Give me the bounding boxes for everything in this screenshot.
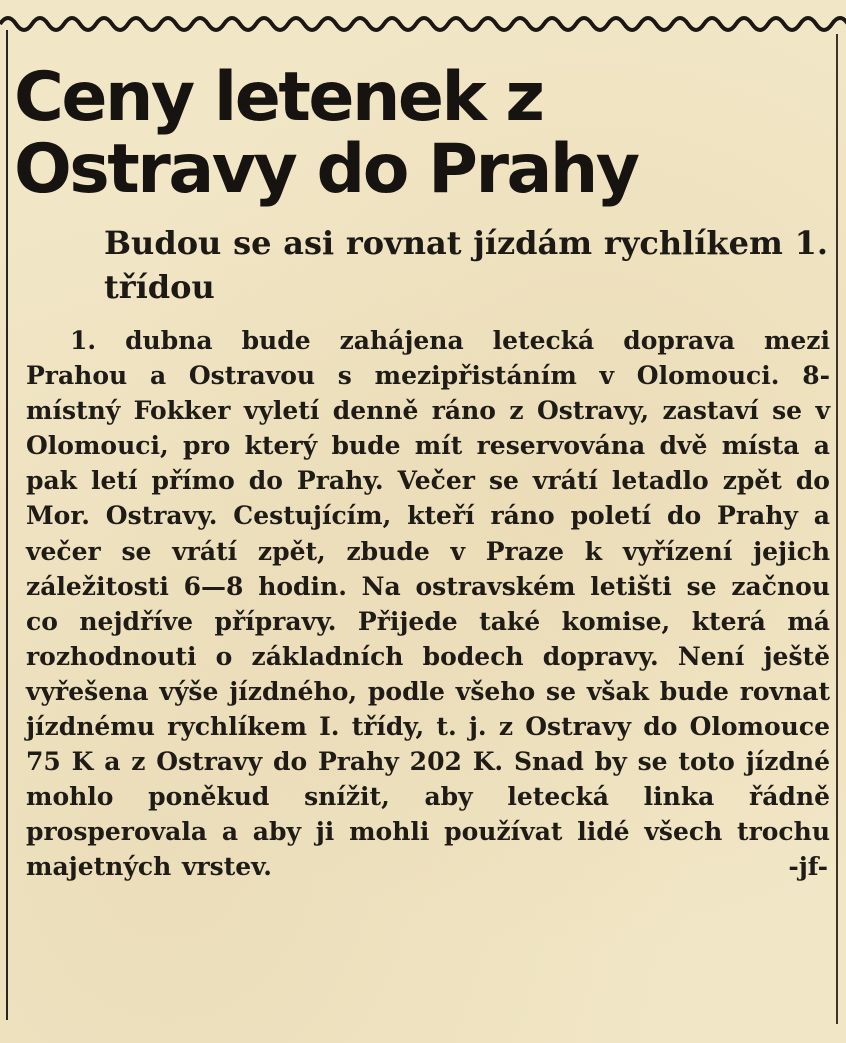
article-signature: -jf- bbox=[788, 852, 828, 882]
left-column-rule bbox=[6, 30, 8, 1020]
article-body bbox=[26, 323, 830, 885]
right-column-rule bbox=[836, 34, 838, 1024]
article-subheadline: Budou se asi rovnat jízdám rychlíkem 1. třídou bbox=[104, 224, 828, 306]
article-headline: Ceny letenek z Ostravy do Prahy bbox=[14, 58, 638, 209]
wavy-border-rule bbox=[0, 6, 846, 36]
article-body-text: 1. dubna bude zahájena letecká doprava mezi Prahou a Ostravou s mezipřistáním v Olomouci. 8-místný Fokker vyletí denně ráno z Ostravy, zastaví se v Olomouci, pro který bude mít reservována dvě místa a pak letí přímo do Prahy. Večer se vrátí letadlo zpět do Mor. Ostravy. Cestujícím, kteří ráno poletí do Prahy a večer se vrátí zpět, zbude v Praze k vyřízení jejich záležitosti 6—8 hodin. Na ostravském letišti se začnou co nejdříve přípravy. Přijede také komise, která má rozhodnouti o základních bodech dopravy. Není ještě vyřešena výše jízdného, podle všeho se však bude rovnat jízdnému rychlíkem I. třídy, t. j. z Ostravy do Olomouce 75 K a z Ostravy do Prahy 202 K. Snad by se toto jízdné mohlo poněkud snížit, aby letecká linka řádně prosperovala a aby ji mohli používat lidé všech trochu majetných vrstev. bbox=[26, 326, 830, 882]
